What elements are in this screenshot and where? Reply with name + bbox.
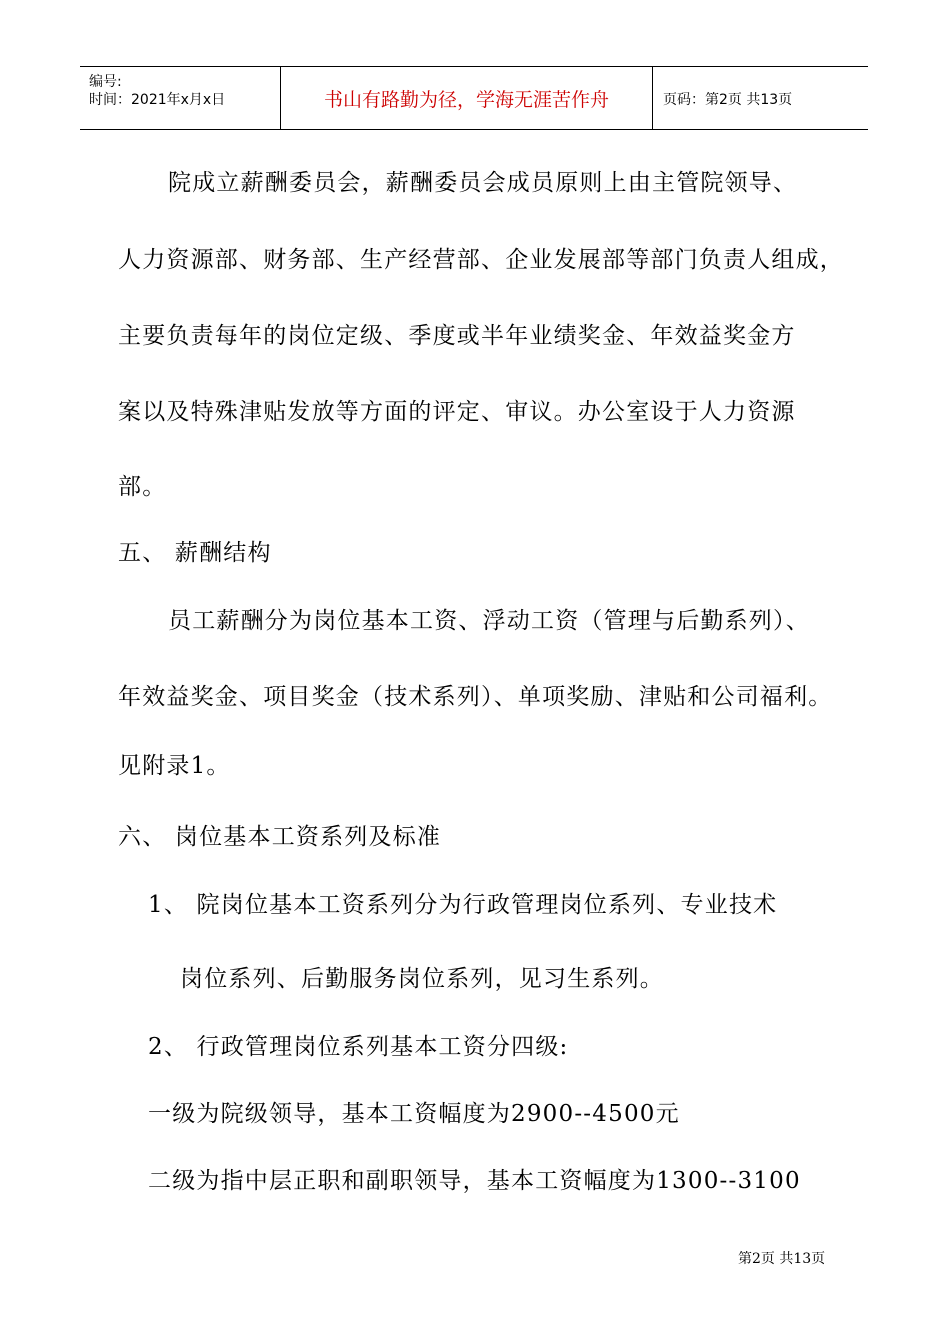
paragraph-line: 主要负责每年的岗位定级、季度或半年业绩奖金、年效益奖金方 bbox=[118, 323, 796, 349]
section-heading: 六、 岗位基本工资系列及标准 bbox=[118, 824, 442, 850]
paragraph-line: 见附录1。 bbox=[118, 753, 231, 779]
page-indicator: 页码：第2页 共13页 bbox=[663, 92, 793, 108]
header-table bbox=[80, 66, 868, 130]
document-number-label: 编号: bbox=[89, 74, 122, 90]
paragraph-line: 二级为指中层正职和副职领导，基本工资幅度为1300--3100 bbox=[148, 1168, 801, 1194]
paragraph-line: 年效益奖金、项目奖金（技术系列）、单项奖励、津贴和公司福利。 bbox=[118, 684, 833, 710]
section-heading: 五、 薪酬结构 bbox=[118, 540, 272, 566]
header-info-cell bbox=[80, 67, 281, 129]
header-motto-cell bbox=[281, 67, 653, 129]
paragraph-line: 案以及特殊津贴发放等方面的评定、审议。办公室设于人力资源 bbox=[118, 399, 796, 425]
paragraph-line: 一级为院级领导，基本工资幅度为2900--4500元 bbox=[148, 1101, 680, 1127]
list-item: 1、 院岗位基本工资系列分为行政管理岗位系列、专业技术 bbox=[148, 892, 778, 918]
motto-text: 书山有路勤为径，学海无涯苦作舟 bbox=[323, 89, 609, 111]
paragraph-line: 院成立薪酬委员会，薪酬委员会成员原则上由主管院领导、 bbox=[168, 170, 798, 196]
page-footer: 第2页 共13页 bbox=[738, 1251, 826, 1267]
paragraph-line: 员工薪酬分为岗位基本工资、浮动工资（管理与后勤系列）、 bbox=[168, 608, 810, 634]
paragraph-line: 人力资源部、财务部、生产经营部、企业发展部等部门负责人组成， bbox=[118, 247, 844, 273]
list-item: 2、 行政管理岗位系列基本工资分四级: bbox=[148, 1034, 569, 1060]
document-time-label: 时间：2021年x月x日 bbox=[89, 92, 226, 108]
paragraph-line: 部。 bbox=[118, 474, 167, 500]
list-item-continuation: 岗位系列、后勤服务岗位系列，见习生系列。 bbox=[180, 966, 664, 992]
header-page-cell bbox=[653, 67, 868, 129]
